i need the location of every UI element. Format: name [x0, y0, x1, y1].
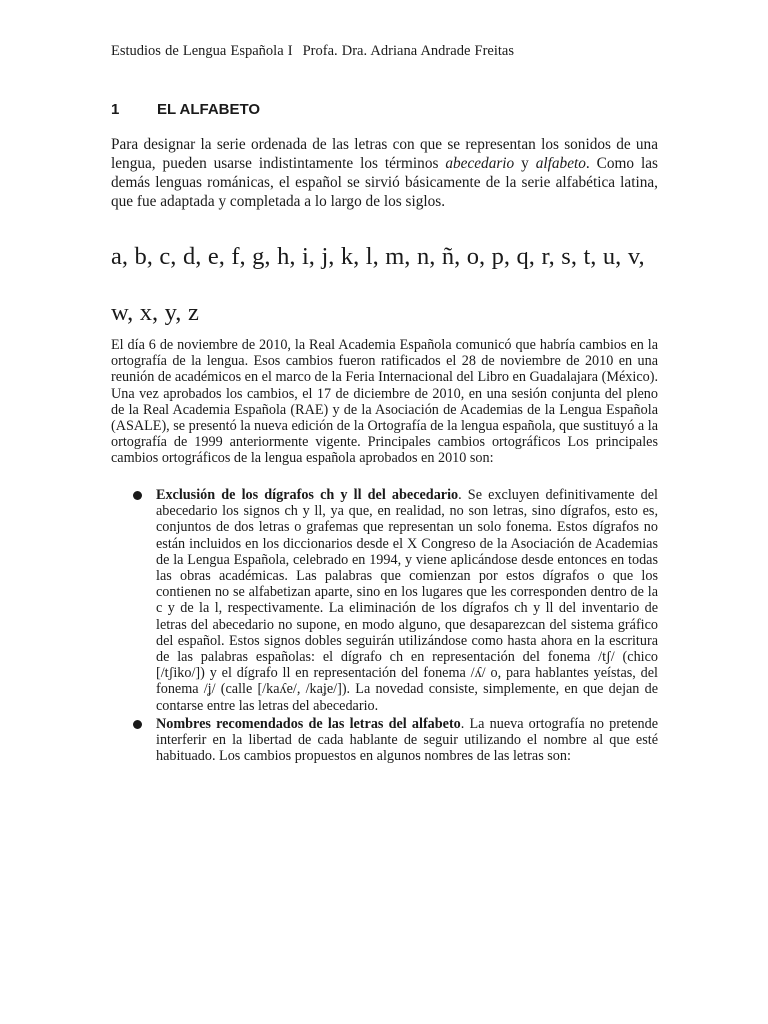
- alphabet-list: a, b, c, d, e, f, g, h, i, j, k, l, m, n, ñ, o, p, q, r, s, t, u, v, w, x, y, z: [111, 243, 645, 326]
- list-item-title: Nombres recomendados de las letras del alfabeto: [156, 715, 461, 732]
- list-item-text: . Se excluyen definitivamente del abecedario los signos ch y ll, ya que, en realidad, no son letras, sino dígrafos, esto es, conjuntos de dos letras o grafemas que representan un solo fonema. Estos dígrafos no están incluidos en los diccionarios desde el X Congreso de la Asociación de Academias de la Lengua Española, celebrado en 1994, y viene aplicándose desde entonces en todas las obras académicas. Las palabras que comienzan por estos dígrafos o que los contienen no se alfabetizan aparte, sino en los lugares que les corresponden dentro de la c y de la l, respectivamente. La eliminación de los dígrafos ch y ll del inventario de letras del abecedario no supone, en modo alguno, que desaparezcan del sistema gráfico del español. Estos signos dobles seguirán utilizándose como hasta ahora en la escritura de las palabras españolas: el dígrafo ch en representación del fonema /tʃ/ (chico [/tʃiko/]) y el dígrafo ll en representación del fonema /ʎ/ o, para hablantes yeístas, del fonema /ʝ/ (calle [/kaʎe/, /kaʝe/]). La novedad consiste, simplemente, en que dejan de contarse entre las letras del abecedario.: [156, 487, 658, 714]
- list-item: [111, 716, 658, 765]
- header-professor: Profa. Dra. Adriana Andrade Freitas: [302, 43, 514, 59]
- changes-list: [111, 487, 658, 766]
- term-abecedario: abecedario: [445, 155, 515, 172]
- section-title: EL ALFABETO: [157, 101, 261, 118]
- section-heading: [111, 101, 260, 118]
- bullet-icon: [133, 720, 142, 729]
- intro-paragraph: [111, 135, 658, 211]
- header-course: Estudios de Lengua Española I: [111, 43, 293, 59]
- body-paragraph: El día 6 de noviembre de 2010, la Real Academia Española comunicó que habría cambios en la ortografía de la lengua. Esos cambios fueron ratificados el 28 de noviembre de 2010 en una reunión de académicos en el marco de la Feria Internacional del Libro en Guadalajara (México). Una vez aprobados los cambios, el 17 de diciembre de 2010, en una sesión conjunta del pleno de la Real Academia Española (RAE) y de la Asociación de Academias de la Lengua Española (ASALE), se presentó la nueva edición de la Ortografía de la lengua española, que sustituyó a la ortografía de 1999 anteriormente vigente. Principales cambios ortográficos Los principales cambios ortográficos de la lengua española aprobados en 2010 son:: [111, 337, 658, 467]
- intro-text-2: y: [514, 155, 536, 172]
- list-item-text: . La nueva ortografía no pretende interferir en la libertad de cada hablante de seguir utilizando el nombre al que esté habituado. Los cambios propuestos en algunos nombres de las letras son:: [156, 715, 658, 765]
- bullet-icon: [133, 491, 142, 500]
- section-number: 1: [111, 101, 120, 118]
- page-header: [111, 43, 514, 60]
- intro-text-3: . Como las demás lenguas románicas, el español se sirvió básicamente de la serie alfabética latina, que fue adaptada y completada a lo largo de los siglos.: [111, 155, 658, 210]
- term-alfabeto: alfabeto: [535, 155, 586, 172]
- intro-text-1: Para designar la serie ordenada de las letras con que se representan los sonidos de una lengua, pueden usarse indistintamente los términos: [111, 136, 658, 172]
- list-item-title: Exclusión de los dígrafos ch y ll del abecedario: [156, 487, 459, 503]
- list-item: [111, 487, 658, 714]
